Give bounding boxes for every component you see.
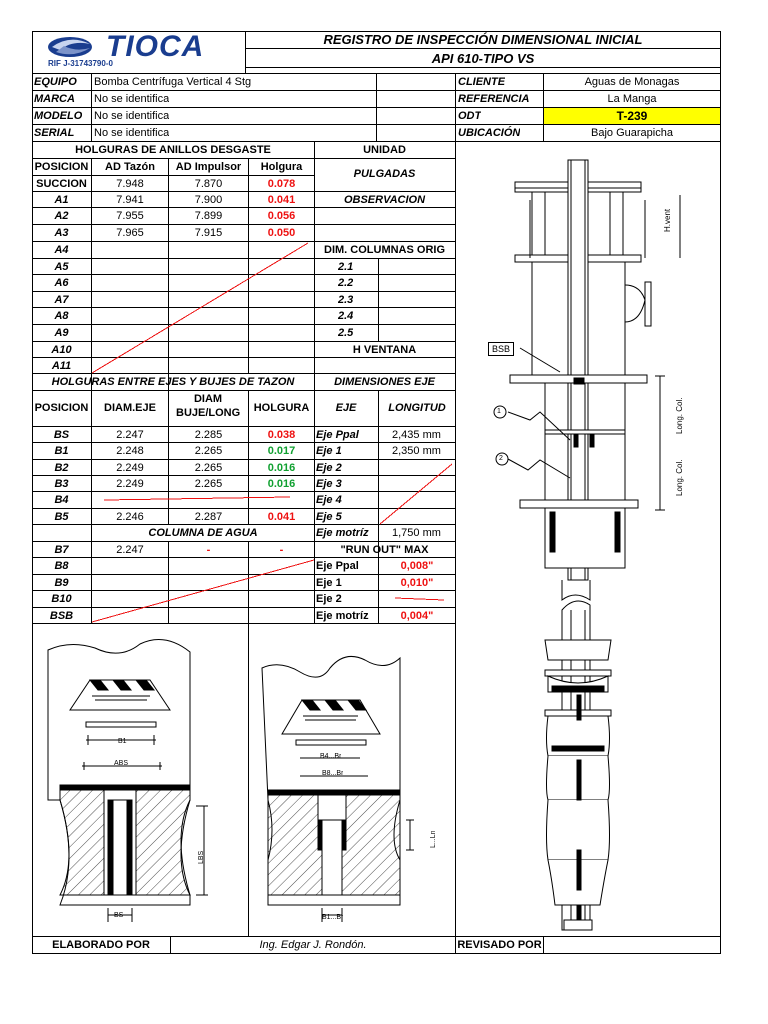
column-2-5: 2.5 — [338, 327, 354, 339]
bushing-diameter: 2.265 — [194, 462, 223, 474]
bushings-header-bushing: DIAM BUJE/LONG — [176, 393, 240, 419]
bushing-clearance: - — [279, 544, 284, 556]
runout-value: 0,004" — [400, 610, 434, 622]
shaft-name: Eje Ppal — [316, 429, 359, 441]
rings-position: A1 — [54, 194, 69, 206]
bushing-position: BS — [53, 429, 70, 441]
bushing-diameter: 2.265 — [194, 445, 223, 457]
shaft-name: Eje 3 — [316, 478, 342, 490]
bushing-shaft-diameter: 2.246 — [116, 511, 144, 523]
rings-bowl-diameter: 7.948 — [116, 178, 144, 190]
form-title: REGISTRO DE INSPECCIÓN DIMENSIONAL INICIAL — [323, 32, 643, 47]
rings-clearance: 0.050 — [267, 227, 296, 239]
modelo-label: MODELO — [34, 110, 83, 122]
bushing-position: B2 — [54, 462, 69, 474]
bowl-detail-left — [48, 640, 208, 923]
rings-position: A3 — [54, 227, 69, 239]
shaft-dims-header-length: LONGITUD — [388, 402, 446, 414]
unit-title: UNIDAD — [363, 144, 406, 156]
bushing-clearance: 0.017 — [267, 445, 296, 457]
column-2-4: 2.4 — [338, 310, 354, 322]
rings-clearance: 0.041 — [267, 194, 296, 206]
label-mark-2: 2 — [499, 455, 503, 462]
prepared-by-label: ELABORADO POR — [52, 939, 150, 951]
bushing-position: B7 — [54, 544, 69, 556]
serial-label: SERIAL — [34, 127, 75, 139]
bushing-shaft-diameter: 2.249 — [116, 462, 144, 474]
rings-position: A9 — [54, 327, 69, 339]
observation-title: OBSERVACION — [343, 194, 426, 206]
bushings-header-position: POSICION — [34, 402, 89, 414]
rings-clearance: 0.056 — [267, 210, 296, 222]
referencia-label: REFERENCIA — [458, 93, 530, 105]
rings-position: A7 — [54, 294, 69, 306]
rings-impeller-diameter: 7.899 — [194, 210, 223, 222]
bushing-diameter: 2.265 — [194, 478, 223, 490]
label-b8br: B8...Br — [322, 770, 344, 777]
cliente-value: Aguas de Monagas — [584, 76, 680, 88]
shaft-length: 1,750 mm — [392, 527, 441, 539]
rif-number: RIF J-31743790-0 — [48, 59, 113, 68]
runout-value: 0,010" — [400, 577, 434, 589]
bushing-shaft-diameter: 2.247 — [116, 544, 144, 556]
logo-text: TIOCA — [106, 31, 205, 63]
bushing-position: B10 — [51, 593, 72, 605]
bushing-clearance: 0.038 — [267, 429, 296, 441]
shaft-name: Eje 5 — [316, 511, 342, 523]
label-long-col-2: Long. Col. — [675, 459, 684, 496]
rings-header-clearance: Holgura — [260, 161, 303, 173]
prepared-by-value: Ing. Edgar J. Rondón. — [259, 939, 367, 951]
rings-header-position: POSICION — [34, 161, 89, 173]
ubicacion-label: UBICACIÓN — [458, 127, 521, 139]
rings-position: A5 — [54, 261, 69, 273]
runout-value: 0,008" — [400, 560, 434, 572]
bushing-position: B9 — [54, 577, 69, 589]
rings-bowl-diameter: 7.955 — [116, 210, 144, 222]
shaft-name: Eje 1 — [316, 445, 342, 457]
runout-shaft: Eje 1 — [316, 577, 342, 589]
column-2-2: 2.2 — [338, 277, 354, 289]
marca-label: MARCA — [34, 93, 75, 105]
label-bs: BS — [114, 912, 124, 919]
column-2-3: 2.3 — [338, 294, 354, 306]
label-b4br: B4...Br — [320, 753, 342, 760]
runout-shaft: Eje motríz — [316, 610, 369, 622]
odt-value: T-239 — [616, 109, 648, 123]
form-subtitle: API 610-TIPO VS — [431, 51, 535, 66]
bowl-detail-middle — [262, 656, 414, 922]
bushing-clearance: 0.016 — [267, 478, 296, 490]
bushing-diameter: 2.285 — [194, 429, 223, 441]
label-abs: ABS — [114, 760, 129, 767]
rings-bowl-diameter: 7.965 — [116, 227, 144, 239]
label-long-col: Long. Col. — [675, 397, 684, 434]
rings-header-bowl: AD Tazón — [105, 161, 155, 173]
rings-position: SUCCION — [36, 178, 87, 190]
rings-impeller-diameter: 7.870 — [194, 178, 223, 190]
marca-value: No se identifica — [94, 93, 170, 105]
reviewed-by-label: REVISADO POR — [457, 939, 542, 951]
shaft-length: 2,350 mm — [392, 445, 441, 457]
serial-value: No se identifica — [94, 127, 170, 139]
window-height-title: H VENTANA — [352, 344, 417, 356]
bushing-clearance: 0.041 — [267, 511, 296, 523]
rings-position: A6 — [54, 277, 69, 289]
rings-header-impeller: AD Impulsor — [175, 161, 242, 173]
label-b1: B1 — [118, 738, 127, 745]
runout-shaft: Eje Ppal — [316, 560, 359, 572]
bushing-position: BSB — [49, 610, 74, 622]
label-bsb: BSB — [488, 342, 514, 356]
columns-title: DIM. COLUMNAS ORIG — [324, 244, 445, 256]
label-mark-1: 1 — [497, 408, 501, 415]
rings-position: A4 — [54, 244, 69, 256]
column-2-1: 2.1 — [338, 261, 354, 273]
label-lbs: LBS — [198, 850, 205, 864]
rings-title: HOLGURAS DE ANILLOS DESGASTE — [75, 144, 271, 156]
ubicacion-value: Bajo Guarapicha — [591, 127, 673, 139]
rings-impeller-diameter: 7.915 — [194, 227, 223, 239]
bushings-header-clearance: HOLGURA — [253, 402, 310, 414]
bushing-position: B8 — [54, 560, 69, 572]
bushing-position: B3 — [54, 478, 69, 490]
shaft-name: Eje motríz — [316, 527, 369, 539]
runout-title: "RUN OUT" MAX — [340, 544, 429, 556]
label-b1br: B1...Br — [322, 914, 344, 921]
bushing-position: B1 — [54, 445, 69, 457]
referencia-value: La Manga — [607, 93, 657, 105]
label-h-vent: H.vent — [663, 208, 672, 232]
bushing-diameter: 2.287 — [194, 511, 223, 523]
rings-position: A10 — [51, 344, 72, 356]
equipo-label: EQUIPO — [34, 76, 77, 88]
rings-clearance: 0.078 — [267, 178, 296, 190]
bushing-position: B4 — [54, 494, 69, 506]
bushings-header-shaft: DIAM.EJE — [104, 402, 156, 414]
modelo-value: No se identifica — [94, 110, 170, 122]
bushing-shaft-diameter: 2.248 — [116, 445, 144, 457]
rings-position: A8 — [54, 310, 69, 322]
bushing-position: B5 — [54, 511, 69, 523]
bushing-diameter: - — [206, 544, 211, 556]
water-column-title: COLUMNA DE AGUA — [148, 527, 258, 539]
shaft-dims-header-eje: EJE — [335, 402, 357, 414]
odt-label: ODT — [458, 110, 482, 122]
bushing-shaft-diameter: 2.249 — [116, 478, 144, 490]
bushing-clearance: 0.016 — [267, 462, 296, 474]
label-lln: L...Ln — [430, 830, 437, 848]
shaft-name: Eje 4 — [316, 494, 342, 506]
rings-bowl-diameter: 7.941 — [116, 194, 144, 206]
shaft-length: 2,435 mm — [392, 429, 441, 441]
cliente-label: CLIENTE — [458, 76, 506, 88]
rings-position: A11 — [51, 360, 72, 372]
shaft-name: Eje 2 — [316, 462, 342, 474]
shaft-dims-title: DIMENSIONES EJE — [334, 376, 435, 388]
unit-value: PULGADAS — [353, 168, 416, 180]
bushing-shaft-diameter: 2.247 — [116, 429, 144, 441]
pump-assembly-right — [494, 160, 680, 930]
runout-shaft: Eje 2 — [316, 593, 342, 605]
bushings-title: HOLGURAS ENTRE EJES Y BUJES DE TAZON — [51, 376, 295, 388]
rings-position: A2 — [54, 210, 69, 222]
equipo-value: Bomba Centrífuga Vertical 4 Stg — [94, 76, 252, 88]
rings-impeller-diameter: 7.900 — [194, 194, 223, 206]
